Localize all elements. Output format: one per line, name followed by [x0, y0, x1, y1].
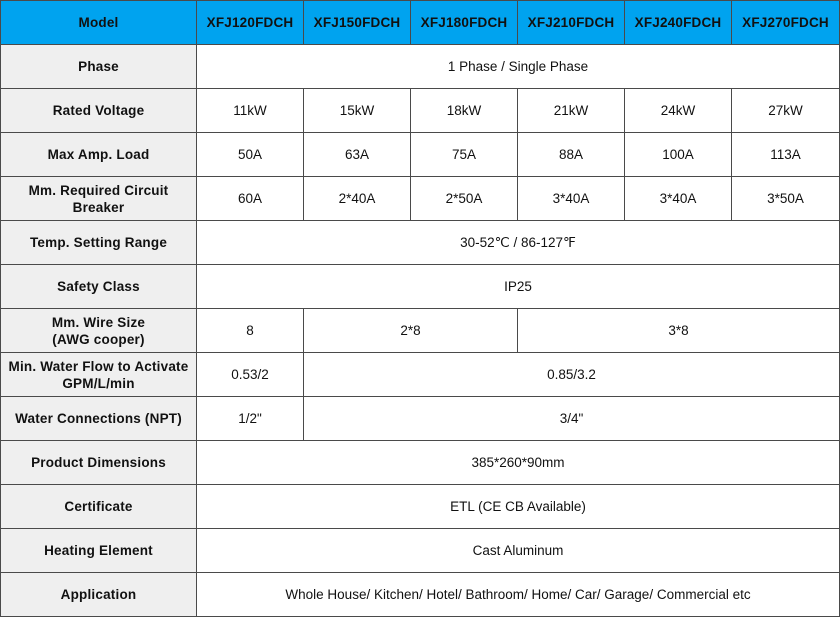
cell-value: 113A — [732, 133, 840, 177]
cell-value: 11kW — [197, 89, 304, 133]
cell-value: 88A — [518, 133, 625, 177]
row-label — [1, 309, 197, 353]
row-label: Heating Element — [1, 529, 197, 573]
water-flow-row — [1, 353, 840, 397]
row-label: Temp. Setting Range — [1, 221, 197, 265]
cell-value: 2*8 — [304, 309, 518, 353]
certificate-row — [1, 485, 840, 529]
row-label: Rated Voltage — [1, 89, 197, 133]
model-name: XFJ210FDCH — [518, 1, 625, 45]
cell-value: 2*50A — [411, 177, 518, 221]
cell-value: 24kW — [625, 89, 732, 133]
row-label-line: (AWG cooper) — [52, 331, 145, 347]
water-connections-row — [1, 397, 840, 441]
cell-value: 63A — [304, 133, 411, 177]
header-row — [1, 1, 840, 45]
application-value: Whole House/ Kitchen/ Hotel/ Bathroom/ Home/ Car/ Garage/ Commercial etc — [197, 573, 840, 617]
rated-voltage-row — [1, 89, 840, 133]
cell-value: 27kW — [732, 89, 840, 133]
row-label — [1, 177, 197, 221]
certificate-value: ETL (CE CB Available) — [197, 485, 840, 529]
cell-value: 3/4" — [304, 397, 840, 441]
cell-value: 3*40A — [625, 177, 732, 221]
cell-value: 60A — [197, 177, 304, 221]
row-label-line: Mm. Required Circuit — [28, 182, 169, 198]
cell-value: 3*50A — [732, 177, 840, 221]
header-label: Model — [1, 1, 197, 45]
safety-class-value: IP25 — [197, 265, 840, 309]
cell-value: 75A — [411, 133, 518, 177]
row-label-line: Breaker — [72, 199, 125, 215]
dimensions-value: 385*260*90mm — [197, 441, 840, 485]
heating-element-value: Cast Aluminum — [197, 529, 840, 573]
wire-size-row — [1, 309, 840, 353]
phase-value: 1 Phase / Single Phase — [197, 45, 840, 89]
max-amp-load-row — [1, 133, 840, 177]
heating-element-row — [1, 529, 840, 573]
model-name: XFJ120FDCH — [197, 1, 304, 45]
application-row — [1, 573, 840, 617]
row-label — [1, 353, 197, 397]
row-label-line: GPM/L/min — [62, 375, 135, 391]
dimensions-row — [1, 441, 840, 485]
row-label: Water Connections (NPT) — [1, 397, 197, 441]
row-label: Application — [1, 573, 197, 617]
cell-value: 3*8 — [518, 309, 840, 353]
cell-value: 3*40A — [518, 177, 625, 221]
model-name: XFJ270FDCH — [732, 1, 840, 45]
model-name: XFJ150FDCH — [304, 1, 411, 45]
temp-range-row — [1, 221, 840, 265]
row-label-line: Mm. Wire Size — [51, 314, 146, 330]
row-label: Max Amp. Load — [1, 133, 197, 177]
model-name: XFJ240FDCH — [625, 1, 732, 45]
cell-value: 100A — [625, 133, 732, 177]
row-label-line: Min. Water Flow to Activate — [8, 358, 189, 374]
circuit-breaker-row — [1, 177, 840, 221]
row-label: Product Dimensions — [1, 441, 197, 485]
row-label: Phase — [1, 45, 197, 89]
cell-value: 0.85/3.2 — [304, 353, 840, 397]
cell-value: 21kW — [518, 89, 625, 133]
cell-value: 8 — [197, 309, 304, 353]
phase-row — [1, 45, 840, 89]
cell-value: 1/2" — [197, 397, 304, 441]
model-name: XFJ180FDCH — [411, 1, 518, 45]
cell-value: 50A — [197, 133, 304, 177]
cell-value: 0.53/2 — [197, 353, 304, 397]
cell-value: 18kW — [411, 89, 518, 133]
temp-range-value: 30-52℃ / 86-127℉ — [197, 221, 840, 265]
row-label: Certificate — [1, 485, 197, 529]
cell-value: 15kW — [304, 89, 411, 133]
cell-value: 2*40A — [304, 177, 411, 221]
safety-class-row — [1, 265, 840, 309]
row-label: Safety Class — [1, 265, 197, 309]
